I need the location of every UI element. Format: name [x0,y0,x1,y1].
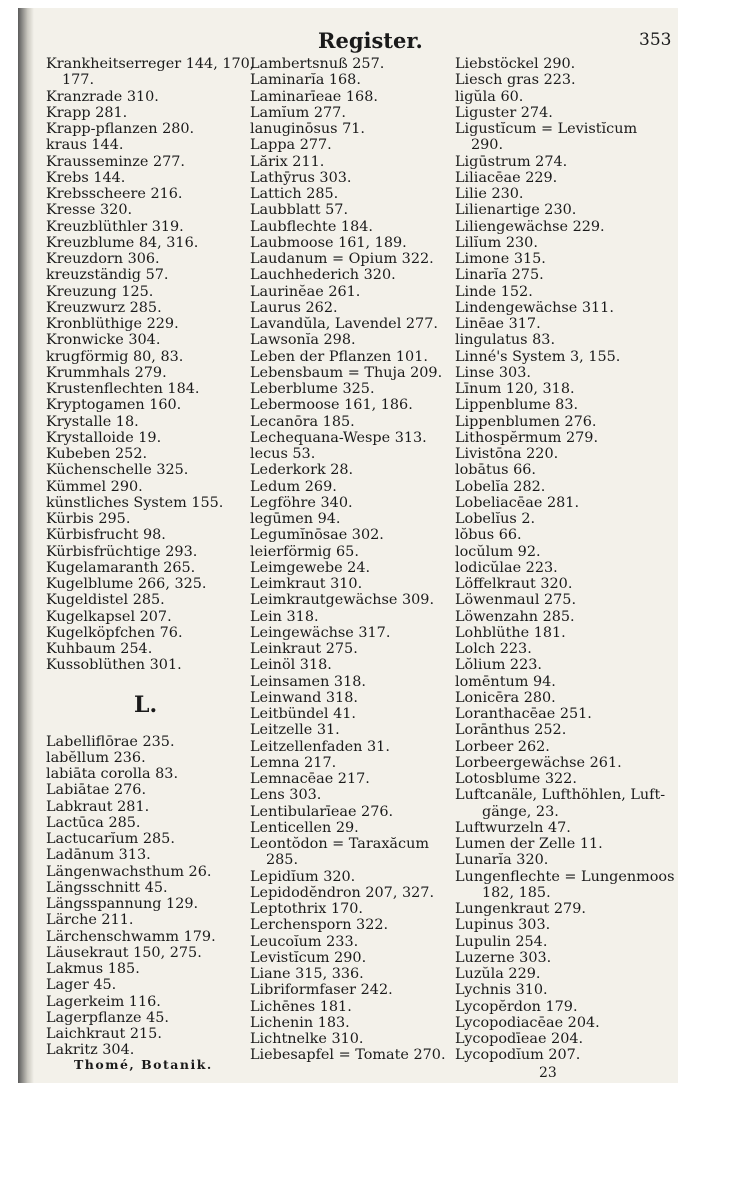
index-entry: Leontŏdon = Taraxăcum [250,836,429,852]
index-entry: Lepidodĕndron 207, 327. [250,884,435,901]
index-entry: Legföhre 340. [250,494,353,511]
index-entry: lecus 53. [250,446,316,462]
index-entry: Krustenflechten 184. [46,381,200,397]
index-entry: Loranthacēae 251. [455,706,592,722]
index-entry: Lorbeer 262. [455,738,550,755]
index-entry: Leinöl 318. [250,657,332,674]
index-entry: Küchenschelle 325. [46,462,189,479]
index-entry: Liebesapfel = Tomate 270. [250,1047,446,1064]
index-entry: Lobelĭa 282. [455,478,546,495]
footer-author: Thomé, Botanik. [74,1057,213,1072]
index-entry: legūmen 94. [250,511,341,527]
page-number: 353 [639,30,672,50]
index-entry: Laminarĭa 168. [250,72,361,89]
index-entry: leierförmig 65. [250,543,359,560]
section-letter: L. [134,691,158,718]
index-entry: Lawsonĭa 298. [250,332,356,349]
index-entry: Lambertsnuß 257. [250,56,385,72]
index-entry: Lupulin 254. [455,933,548,950]
index-entry: Lungenflechte = Lungenmoos [455,868,675,885]
index-entry: Lactūca 285. [46,814,141,831]
index-entry: Linse 303. [455,364,531,381]
index-entry: Kubeben 252. [46,446,148,462]
index-entry: Levistĭcum 290. [250,949,367,966]
index-entry: lobātus 66. [455,462,536,479]
index-entry: Löwenmaul 275. [455,592,577,609]
index-entry: Laubflechte 184. [250,218,373,235]
index-entry: Lilienartige 230. [455,202,577,219]
index-entry: Leinkraut 275. [250,641,358,657]
index-entry: Laubmoose 161, 189. [250,234,407,251]
index-entry: Krankheitserreger 144, 170, [46,56,255,72]
index-entry: Lepidĭum 320. [250,868,356,885]
index-entry: Linde 152. [455,283,533,300]
index-entry: Lagerpflanze 45. [46,1009,169,1026]
index-entry: Längsspannung 129. [46,896,199,912]
index-entry: Leitzelle 31. [250,722,340,739]
index-entry: Labiātae 276. [46,782,147,799]
index-entry: Lindengewächse 311. [455,299,614,316]
index-entry: Krystalloide 19. [46,429,162,446]
index-entry: labĕllum 236. [46,749,146,766]
index-entry: Lakritz 304. [46,1042,135,1059]
index-entry: Kugelblume 266, 325. [46,576,207,592]
index-entry: Krapp-pflanzen 280. [46,121,195,137]
index-entry: Lorānthus 252. [455,722,567,739]
index-entry: Ledum 269. [250,478,337,495]
index-entry: Lichēnes 181. [250,998,352,1015]
index-entry: lingulatus 83. [455,332,556,349]
index-entry: Lohblüthe 181. [455,624,566,641]
index-entry: Liebstöckel 290. [455,56,576,72]
index-entry: Kugeldistel 285. [46,592,165,609]
index-entry: Löffelkraut 320. [455,576,573,592]
index-entry: Lemna 217. [250,754,337,771]
index-entry: Lonicēra 280. [455,689,556,706]
index-entry: Leben der Pflanzen 101. [250,348,428,365]
index-entry: Kranzrade 310. [46,88,159,105]
index-entry: Lupinus 303. [455,917,551,934]
index-entry: Lebermoose 161, 186. [250,397,413,414]
index-entry: Lerchensporn 322. [250,917,389,934]
index-entry: gänge, 23. [482,803,559,820]
index-entry: Lichtnelke 310. [250,1031,364,1047]
index-entry: Kümmel 290. [46,478,143,495]
index-entry: Kronblüthige 229. [46,316,179,332]
index-entry: Längenwachsthum 26. [46,863,212,880]
index-entry: Lactucarĭum 285. [46,831,175,847]
index-entry: locŭlum 92. [455,543,541,560]
index-entry: Leitzellenfaden 31. [250,738,390,755]
index-entry: Linarĭa 275. [455,267,544,284]
index-entry: labiāta corolla 83. [46,766,179,782]
index-entry: Laurus 262. [250,299,338,316]
index-entry: Liliengewächse 229. [455,218,605,235]
index-entry: Kreuzwurz 285. [46,299,162,316]
index-entry: Kürbisfrucht 98. [46,527,166,544]
index-entry: Labkraut 281. [46,798,150,815]
index-entry: Laminarīeae 168. [250,88,378,105]
index-entry: Leucoĭum 233. [250,933,359,950]
page-fold-shadow [18,8,34,1083]
index-entry: Laichkraut 215. [46,1026,162,1042]
index-entry: Krystalle 18. [46,413,139,430]
index-entry: Ladānum 313. [46,847,151,864]
index-entry: Laubblatt 57. [250,202,349,219]
index-entry: Libriformfaser 242. [250,982,393,999]
index-entry: Krummhals 279. [46,364,167,381]
index-entry: Kresse 320. [46,202,133,219]
index-entry: Liesch gras 223. [455,72,576,89]
index-entry: 177. [62,72,95,89]
signature-mark: 23 [539,1065,557,1081]
index-entry: Lauchhederich 320. [250,267,396,284]
index-entry: Kreuzdorn 306. [46,251,160,267]
index-entry: Lathȳrus 303. [250,169,352,186]
index-entry: Lenticellen 29. [250,819,359,836]
index-entry: Krebs 144. [46,169,126,186]
index-entry: Līnum 120, 318. [455,381,575,397]
index-entry: lodicŭlae 223. [455,559,558,576]
index-entry: Luzŭla 229. [455,966,541,982]
index-entry: Lotosblume 322. [455,771,577,787]
index-entry: kraus 144. [46,137,124,154]
index-entry: Lederkork 28. [250,462,354,479]
index-entry: Leberblume 325. [250,381,375,397]
index-entry: Lychnis 310. [455,982,548,999]
index-column-1 [46,56,254,1059]
index-entry: kreuzständig 57. [46,267,169,284]
index-column-2 [250,56,446,1064]
index-entry: Liane 315, 336. [250,966,364,982]
index-entry: Luftcanäle, Lufthöhlen, Luft- [455,787,666,804]
index-entry: Kussoblüthen 301. [46,657,182,674]
index-entry: Leptothrix 170. [250,901,363,917]
index-entry: Kreuzblume 84, 316. [46,234,199,251]
index-entry: Lamĭum 277. [250,104,346,121]
index-entry: Leinsamen 318. [250,673,366,690]
page-title: Register. [318,28,423,53]
index-entry: lanuginōsus 71. [250,121,365,137]
index-entry: Lein 318. [250,608,319,625]
index-entry: künstliches System 155. [46,494,224,511]
index-entry: Laudanum = Opium 322. [250,251,434,267]
index-entry: Legumĭnōsae 302. [250,527,384,544]
index-entry: Löwenzahn 285. [455,608,575,625]
index-entry: Lilie 230. [455,186,524,202]
index-entry: Lappa 277. [250,137,332,154]
index-entry: Lycopodīeae 204. [455,1031,584,1047]
index-entry: Lecanōra 185. [250,413,355,430]
index-entry: Limone 315. [455,251,546,267]
index-entry: Lunarĭa 320. [455,852,549,869]
index-entry: Leimkraut 310. [250,576,363,592]
index-entry: Lippenblume 83. [455,397,579,414]
index-column-3 [455,56,675,1064]
index-entry: Lungenkraut 279. [455,901,586,917]
index-entry: Luftwurzeln 47. [455,819,571,836]
index-entry: Lobeliacēae 281. [455,494,580,511]
index-entry: Kronwicke 304. [46,332,161,349]
index-entry: Kryptogamen 160. [46,397,182,414]
index-entry: Kugelkapsel 207. [46,608,172,625]
index-entry: Laurinĕae 261. [250,283,361,300]
index-entry: 285. [266,852,299,869]
index-entry: 290. [471,137,504,154]
index-entry: Lager 45. [46,977,117,994]
index-entry: Lakmus 185. [46,961,140,977]
index-entry: krugförmig 80, 83. [46,348,184,365]
index-entry: Livistōna 220. [455,446,559,462]
index-entry: Liguster 274. [455,104,553,121]
index-entry: Lagerkeim 116. [46,993,161,1010]
index-entry: Lycopodiacēae 204. [455,1014,600,1031]
index-entry: Lumen der Zelle 11. [455,836,603,852]
index-entry: Lärche 211. [46,912,134,929]
index-entry: Längsschnitt 45. [46,879,168,896]
index-entry: Lorbeergewächse 261. [455,754,622,771]
index-entry: Leimgewebe 24. [250,559,371,576]
index-entry: lŏbus 66. [455,527,522,544]
index-entry: Lycopodĭum 207. [455,1047,581,1064]
index-entry: Krausseminze 277. [46,153,185,170]
index-entry: Lichenin 183. [250,1014,350,1031]
index-entry: Lŏlium 223. [455,657,542,674]
index-entry: Linēae 317. [455,316,541,332]
index-entry: Kürbis 295. [46,511,131,527]
index-entry: Lemnacēae 217. [250,771,370,787]
index-entry: Lippenblumen 276. [455,413,597,430]
index-entry: Liliacēae 229. [455,169,558,186]
index-entry: Kreuzung 125. [46,283,154,300]
index-entry: Lattich 285. [250,186,339,202]
index-entry: Krapp 281. [46,104,128,121]
index-entry: Lavandŭla, Lavendel 277. [250,316,438,332]
index-entry: Lentibularīeae 276. [250,803,394,820]
index-entry: Leinwand 318. [250,689,358,706]
index-entry: Linné's System 3, 155. [455,348,621,365]
index-entry: Lycopĕrdon 179. [455,998,578,1015]
index-entry: Ligūstrum 274. [455,153,568,170]
index-entry: Lolch 223. [455,641,532,657]
index-entry: Labelliflōrae 235. [46,733,175,750]
index-entry: lomēntum 94. [455,673,556,690]
index-entry: Läusekraut 150, 275. [46,944,202,961]
index-entry: Krebsscheere 216. [46,186,183,202]
index-entry: Lechequana-Wespe 313. [250,429,427,446]
index-entry: Kuhbaum 254. [46,641,153,657]
index-entry: Kugelköpfchen 76. [46,624,183,641]
index-entry: Kürbisfrüchtige 293. [46,543,198,560]
index-entry: Lärchenschwamm 179. [46,928,216,945]
index-entry: Kugelamaranth 265. [46,559,196,576]
index-entry: Leingewächse 317. [250,624,391,641]
book-page [18,8,678,1083]
index-entry: Kreuzblüthler 319. [46,218,184,235]
index-entry: Leimkrautgewächse 309. [250,592,435,609]
index-entry: 182, 185. [482,884,551,901]
index-entry: Lithospĕrmum 279. [455,429,599,446]
index-entry: ligŭla 60. [455,88,524,105]
index-entry: Leitbündel 41. [250,706,356,722]
index-entry: Lens 303. [250,787,322,804]
index-entry: Luzerne 303. [455,949,552,966]
index-entry: Lărix 211. [250,153,325,170]
index-entry: Lebensbaum = Thuja 209. [250,364,443,381]
index-entry: Ligustĭcum = Levistĭcum [455,121,638,137]
index-entry: Lilĭum 230. [455,234,538,251]
index-entry: Lobelĭus 2. [455,511,536,527]
